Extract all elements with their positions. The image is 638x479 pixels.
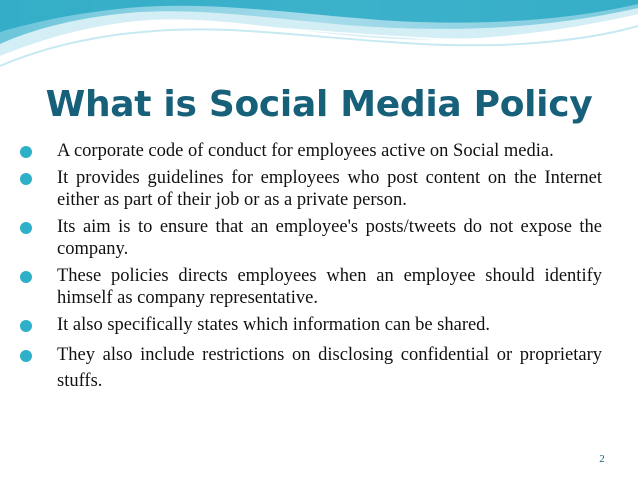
bullet-icon xyxy=(20,222,32,234)
bullet-text: A corporate code of conduct for employees active on Social media. xyxy=(57,141,554,161)
bullet-text: Its aim is to ensure that an employee's posts/tweets do not expose the company. xyxy=(57,216,602,259)
bullet-icon xyxy=(20,173,32,185)
list-item xyxy=(16,140,602,163)
bullet-list xyxy=(16,140,602,398)
bullet-icon xyxy=(20,350,32,362)
list-item xyxy=(16,216,602,261)
bullet-text: It also specifically states which information can be shared. xyxy=(57,314,491,335)
bullet-text: It provides guidelines for employees who post content on the Internet either as part of their job or as a private person. xyxy=(57,167,602,210)
page-number: 2 xyxy=(599,453,605,465)
list-item xyxy=(16,167,602,212)
header-wave-decoration xyxy=(0,0,638,80)
bullet-icon xyxy=(20,146,32,158)
bullet-text: They also include restrictions on disclosing confidential or proprietary stuffs. xyxy=(57,345,602,391)
list-item xyxy=(16,265,602,310)
slide-title: What is Social Media Policy xyxy=(45,84,593,125)
bullet-icon xyxy=(20,320,32,332)
bullet-text: These policies directs employees when an employee should identify himself as company representative. xyxy=(57,265,602,308)
list-item xyxy=(16,342,602,394)
list-item xyxy=(16,314,602,337)
bullet-icon xyxy=(20,271,32,283)
